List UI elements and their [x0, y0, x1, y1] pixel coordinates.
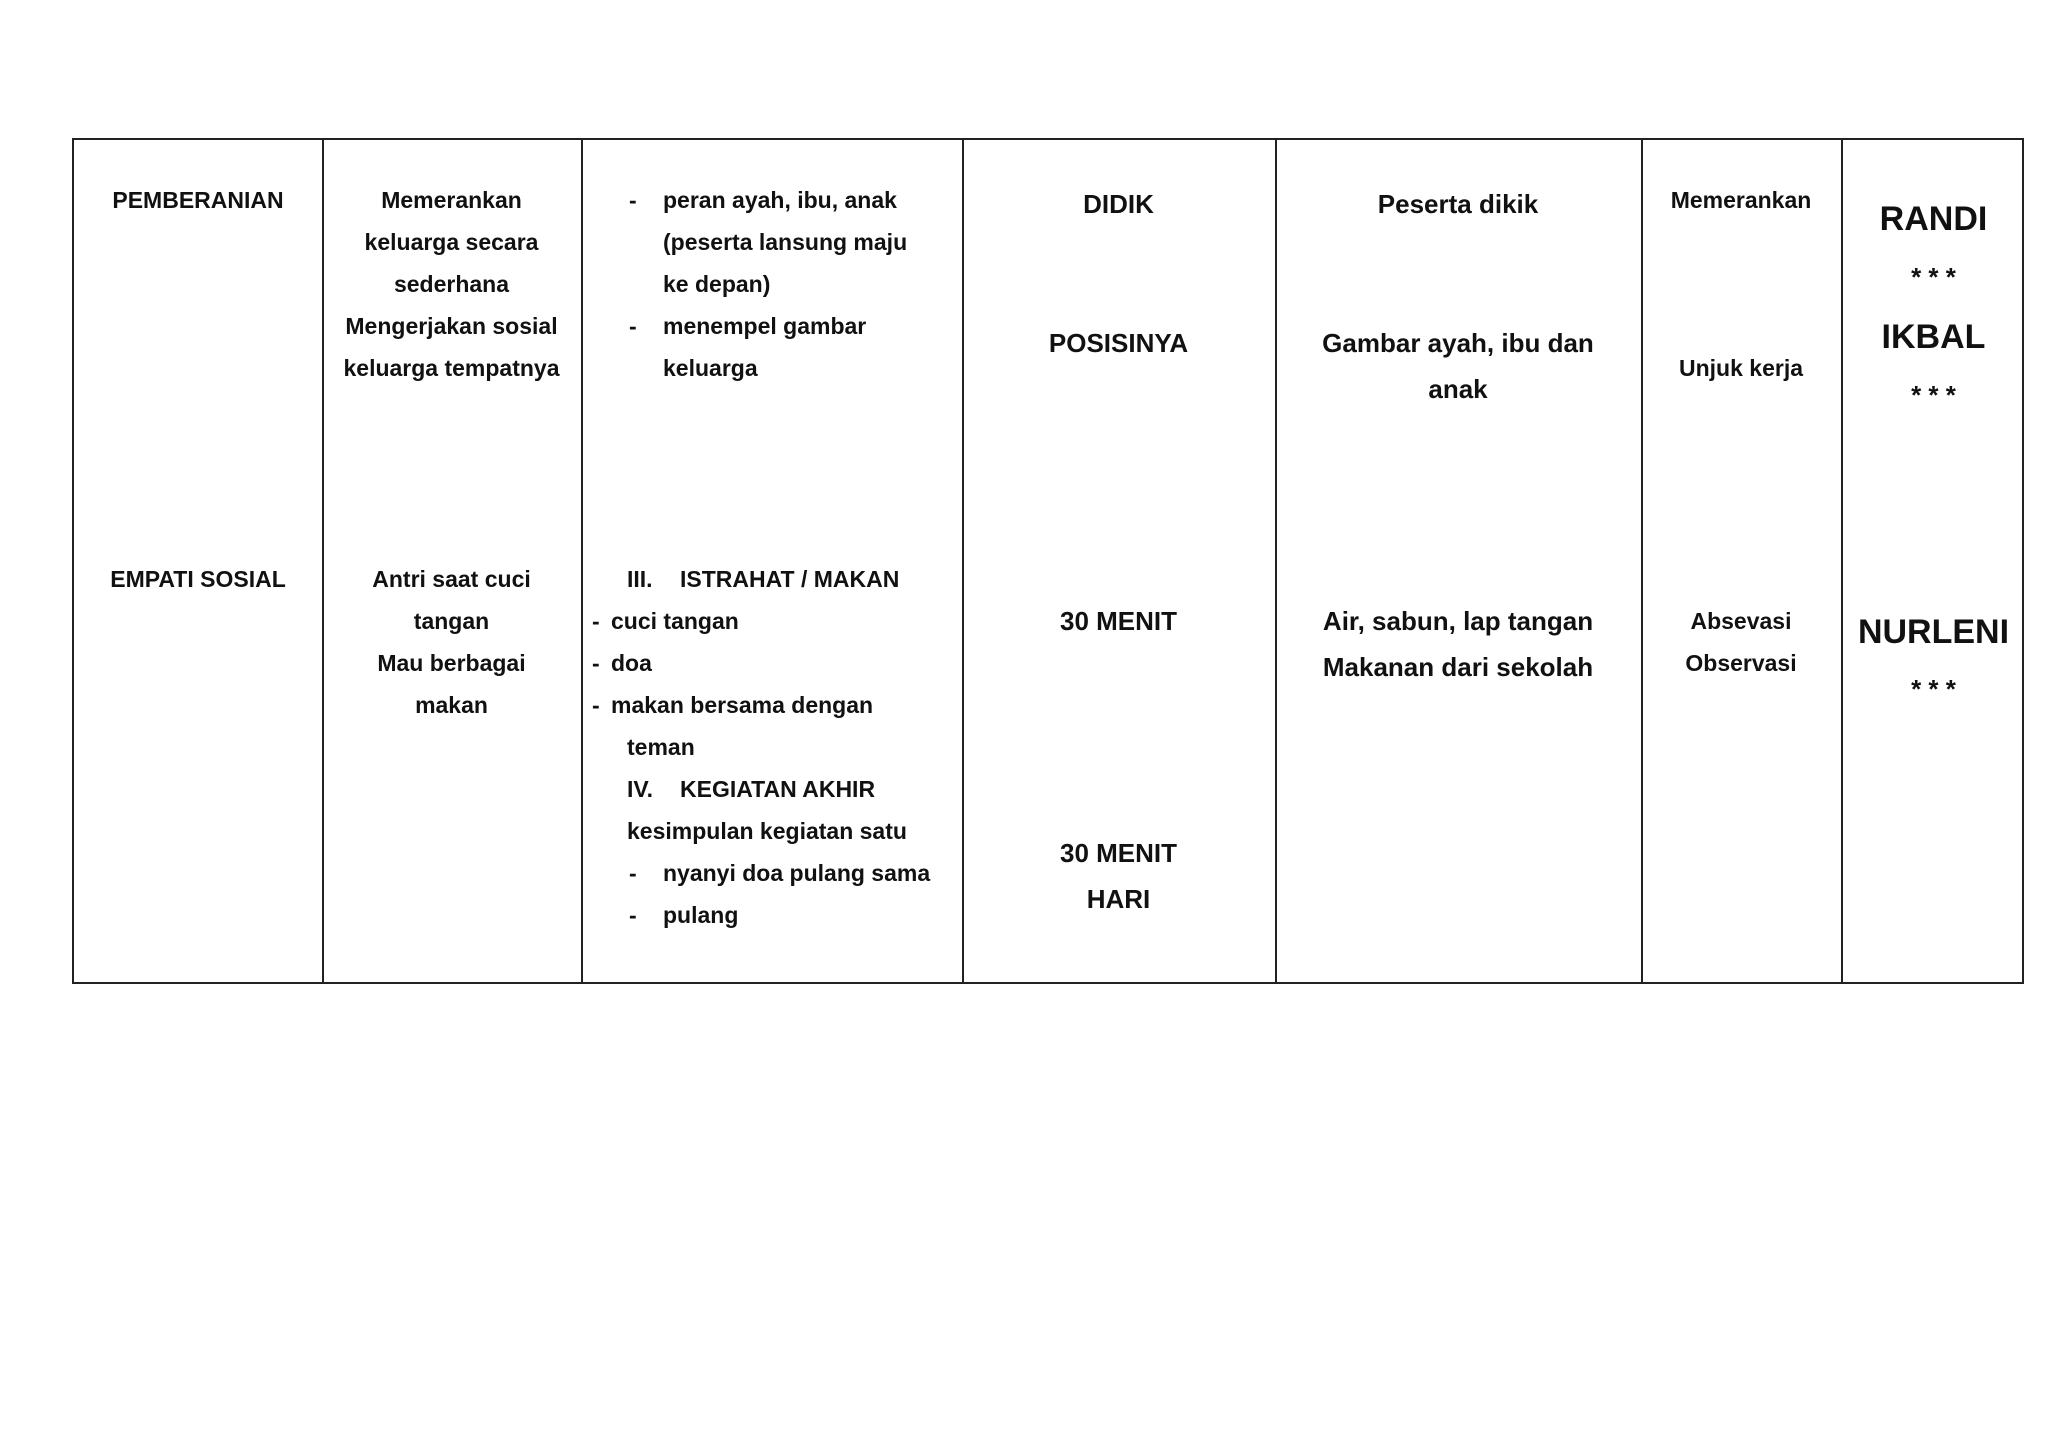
section3-item: makan bersama dengan [611, 692, 874, 718]
col2-row1-line: keluarga tempatnya [343, 355, 560, 381]
student-name: RANDI [1879, 200, 1988, 238]
col4-text: DIDIK [1083, 189, 1154, 219]
col6-text: Observasi [1685, 650, 1797, 676]
section4-title: KEGIATAN AKHIR [680, 776, 876, 802]
col6-text: Memerankan [1670, 187, 1812, 213]
bullet-dash: - [592, 608, 600, 634]
col4-text: 30 MENIT [1059, 606, 1178, 636]
col2-row2-line: tangan [413, 608, 490, 634]
star-rating: * * * [1911, 674, 1956, 704]
student-name: IKBAL [1881, 318, 1986, 356]
col4-text: 30 MENIT [1059, 838, 1178, 868]
section4-item: nyanyi doa pulang sama [663, 860, 931, 886]
activity-table [72, 138, 2024, 984]
bullet-dash: - [629, 860, 637, 886]
bullet-dash: - [629, 902, 637, 928]
col2-row1-line: Memerankan [381, 187, 522, 213]
col5-text: Gambar ayah, ibu dan [1322, 328, 1594, 358]
column-divider [581, 140, 583, 982]
section4-subtitle: kesimpulan kegiatan satu [627, 818, 907, 844]
col1-row2-text: EMPATI SOSIAL [110, 566, 286, 592]
col3-item2-line: keluarga [663, 355, 758, 381]
star-rating: * * * [1911, 380, 1956, 410]
col6-text: Unjuk kerja [1679, 355, 1803, 381]
bullet-dash: - [629, 187, 637, 213]
section3-title: ISTRAHAT / MAKAN [680, 566, 900, 592]
col3-item1-line: (peserta lansung maju [663, 229, 908, 255]
col2-row1-line: sederhana [393, 271, 510, 297]
col2-row2-line: makan [415, 692, 488, 718]
col5-text: Air, sabun, lap tangan [1322, 606, 1594, 636]
col3-item1-line: ke depan) [663, 271, 771, 297]
section3-item: doa [611, 650, 652, 676]
col4-text: HARI [1086, 884, 1151, 914]
section3-number: III. [627, 566, 653, 592]
section4-number: IV. [627, 776, 654, 802]
col5-text: Makanan dari sekolah [1322, 652, 1594, 682]
col5-text: anak [1428, 374, 1488, 404]
student-name: NURLENI [1857, 613, 2010, 651]
col3-item1-line: peran ayah, ibu, anak [663, 187, 897, 213]
bullet-dash: - [629, 313, 637, 339]
col5-text: Peserta dikik [1377, 189, 1539, 219]
bullet-dash: - [592, 650, 600, 676]
column-divider [1641, 140, 1643, 982]
column-divider [1275, 140, 1277, 982]
col6-text: Absevasi [1690, 608, 1792, 634]
col1-row1-text: PEMBERANIAN [112, 187, 284, 213]
bullet-dash: - [592, 692, 600, 718]
star-rating: * * * [1911, 262, 1956, 292]
col2-row2-line: Antri saat cuci [372, 566, 531, 592]
section3-item-continuation: teman [627, 734, 695, 760]
col2-row1-line: keluarga secara [364, 229, 539, 255]
col4-text: POSISINYA [1048, 328, 1189, 358]
section3-item: cuci tangan [611, 608, 739, 634]
col3-item2-line: menempel gambar [663, 313, 867, 339]
col2-row2-line: Mau berbagai [377, 650, 526, 676]
col2-row1-line: Mengerjakan sosial [345, 313, 558, 339]
section4-item: pulang [663, 902, 739, 928]
